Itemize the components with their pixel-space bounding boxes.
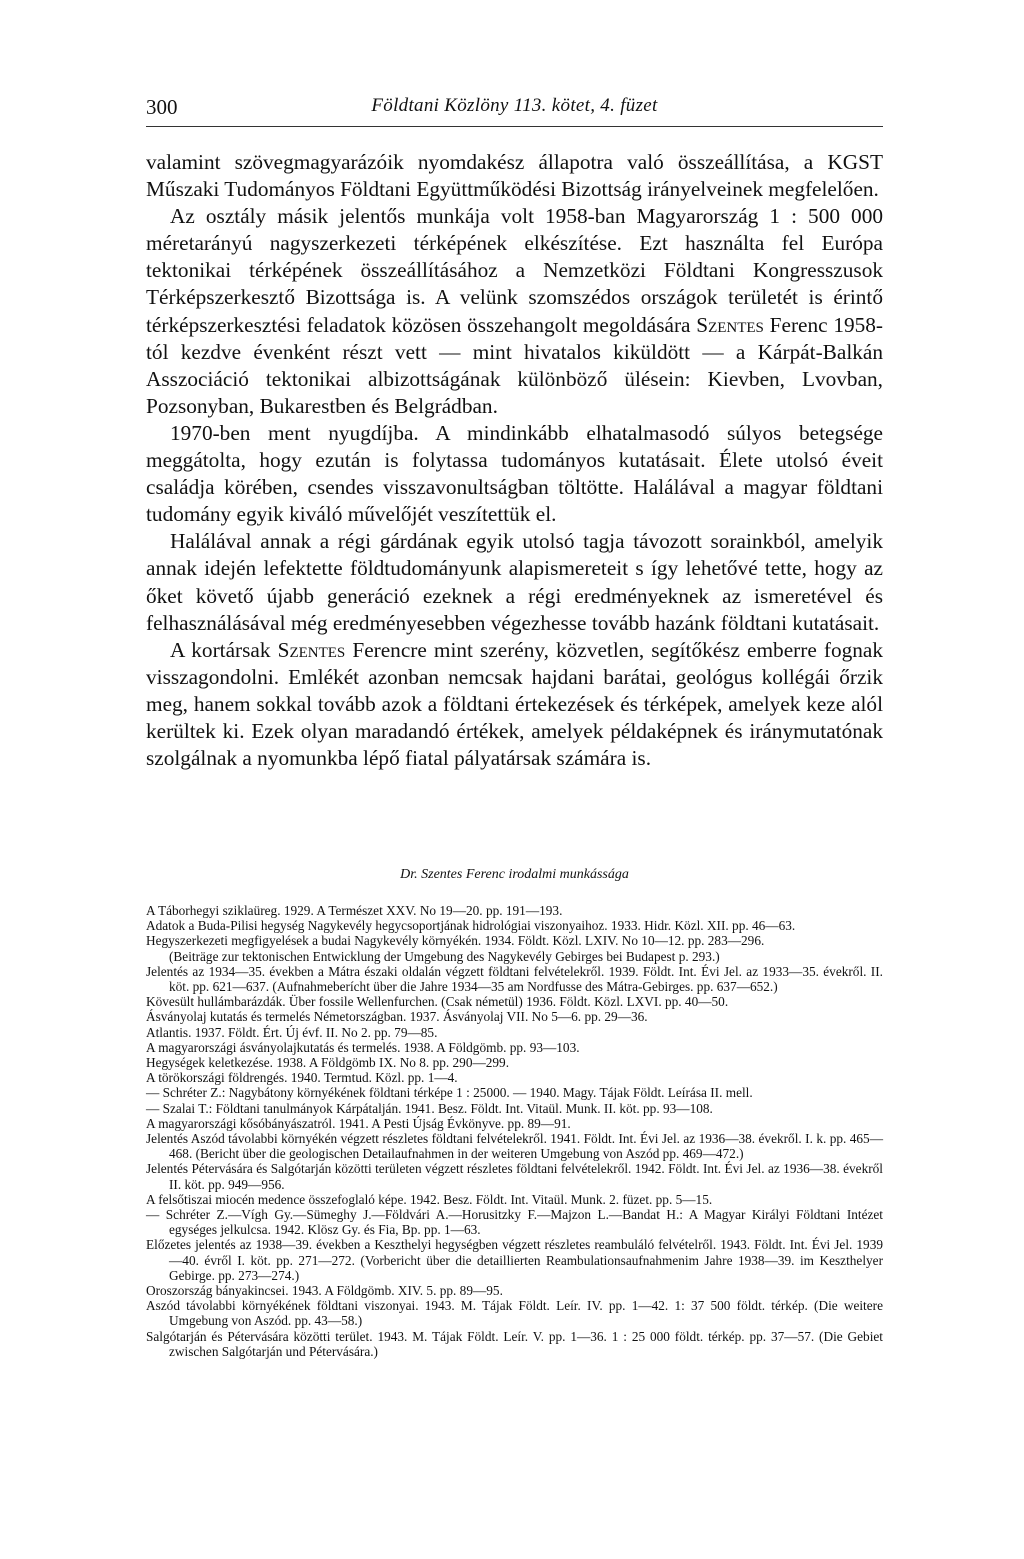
bibliography-entry: A törökországi földrengés. 1940. Termtud. Közl. pp. 1—4. xyxy=(146,1070,458,1086)
author-name: Szentes xyxy=(277,637,346,662)
bibliography-entry: A felsőtiszai miocén medence összefoglaló képe. 1942. Besz. Földt. Int. Vitaül. Munk. 2. füzet. pp. 5—15. xyxy=(146,1191,713,1207)
paragraph: valamint szövegmagyarázóik nyomdakész állapotra való összeállítása, a KGST Műszaki Tudományos Földtani Együttműködési Bizottság irányelveinek megfelelően. xyxy=(146,150,883,202)
bibliography-title: Dr. Szentes Ferenc irodalmi munkássága xyxy=(400,867,629,882)
bibliography-entry: Jelentés Aszód távolabbi környékén végzett részletes földtani felvételekről. 1941. Földt. Int. Évi Jel. az 1936—38. évekről. I. k. pp. 465—468. (Bericht über die geologischen Detailaufnahmen in der weiteren Umgebung von Aszód pp. 469—472.) xyxy=(146,1131,883,1162)
bibliography-entry: Kövesült hullámbarázdák. Über fossile Wellenfurchen. (Csak németül) 1936. Földt. Közl. LXVI. pp. 40—50. xyxy=(146,994,729,1010)
bibliography-entry: Atlantis. 1937. Földt. Ért. Új évf. II. No 2. pp. 79—85. xyxy=(146,1024,438,1040)
bibliography-entry: Oroszország bányakincsei. 1943. A Földgömb. XIV. 5. pp. 89—95. xyxy=(146,1283,503,1299)
paragraph-text: A kortársak xyxy=(170,637,271,662)
body-text xyxy=(146,149,883,772)
running-head: Földtani Közlöny 113. kötet, 4. füzet xyxy=(371,95,658,116)
bibliography-list xyxy=(146,903,883,1359)
paragraph xyxy=(146,203,883,420)
paragraph-text: Ferencre mint szerény, közvetlen, segítőkész emberre fognak visszagondolni. Emlékét azonban nemcsak hajdani barátai, geológus kollégái őrzik meg, hanem sokkal tovább azok a földtani értekezések és térképek, amelyek keze alól kerültek ki. Ezek olyan maradandó értékek, amelyek példaképnek és iránymutatónak szolgálnak a nyomunkba lépő fiatal pályatársak számára is. xyxy=(146,637,883,771)
bibliography-entry: Előzetes jelentés az 1938—39. években a Keszthelyi hegységben végzett részletes reambuláló felvételről. 1943. Földt. Int. Évi Jel. 1939—40. évről I. köt. pp. 271—272. (Vorbericht über die detaillierten Reambulationsaufnahmenim Jahre 1938—39. im Keszthelyer Gebirge. pp. 273—274.) xyxy=(146,1237,883,1283)
bibliography-entry: Aszód távolabbi környékének földtani viszonyai. 1943. M. Tájak Földt. Leír. IV. pp. 1—42. 1: 37 500 földt. térkép. (Die weitere Umgebung von Aszód. pp. 43—58.) xyxy=(146,1298,883,1329)
header-rule xyxy=(146,126,883,127)
paragraph-text: Ferenc 1958-tól kezdve évenként részt vett — mint hivatalos kiküldött — a Kárpát-Balkán Asszociáció tektonikai albizottságának különböző ülésein: Kievben, Lvovban, Pozsonyban, Bukarestben és Belgrádban. xyxy=(146,312,884,418)
bibliography-entry: Ásványolaj kutatás és termelés Németországban. 1937. Ásványolaj VII. No 5—6. pp. 29—36. xyxy=(146,1009,648,1025)
bibliography-entry: — Szalai T.: Földtani tanulmányok Kárpátalján. 1941. Besz. Földt. Int. Vitaül. Munk. II. köt. pp. 93—108. xyxy=(146,1100,713,1116)
author-name: Szentes xyxy=(696,312,764,337)
bibliography-entry: Hegyszerkezeti megfigyelések a budai Nagykevély környékén. 1934. Földt. Közl. LXIV. No 10—12. pp. 283—296. xyxy=(146,933,765,949)
bibliography-entry: Jelentés az 1934—35. években a Mátra északi oldalán végzett földtani felvételekről. 1939. Földt. Int. Évi Jel. az 1933—35. évekről. II. köt. pp. 621—637. (Aufnahmeberícht über die Jahre 1934—35 am Nordfusse des Mátra-Gebirges. pp. 637—652.) xyxy=(146,963,883,995)
paragraph-text: Az osztály másik jelentős munkája volt 1958-ban Magyarország 1 : 500 000 méretarányú nagyszerkezeti térképének elkészítése. Ezt használta fel Európa tektonikai térképének összeállításához a Nemzetközi Földtani Kongresszusok Térképszerkesztő Bizottsága is. A velünk szomszédos országok területét is érintő térképszerkesztési feladatok közösen összehangolt megoldására xyxy=(146,204,883,337)
paragraph: 1970-ben ment nyugdíjba. A mindinkább elhatalmasodó súlyos betegsége meggátolta, hogy ezután is folytassa tudományos kutatásait. Élete utolsó éveit családja körében, csendes visszavonultságban töltötte. Halálával a magyar földtani tudomány egyik kiváló művelőjét veszítettük el. xyxy=(146,420,883,527)
bibliography-entry: Adatok a Buda-Pilisi hegység Nagykevély hegycsoportjának hidrológiai viszonyaihoz. 1933. Hidr. Közl. XII. pp. 46—63. xyxy=(146,918,796,934)
bibliography-entry: A magyarországi ásványolajkutatás és termelés. 1938. A Földgömb. pp. 93—103. xyxy=(146,1039,580,1055)
page-header xyxy=(146,95,883,125)
bibliography-entry: A magyarországi kősóbányászatról. 1941. A Pesti Újság Évkönyve. pp. 89—91. xyxy=(146,1115,571,1131)
bibliography-entry: A Táborhegyi sziklaüreg. 1929. A Természet XXV. No 19—20. pp. 191—193. xyxy=(146,903,563,918)
bibliography-entry: — Schréter Z.: Nagybátony környékének földtani térképe 1 : 25000. — 1940. Magy. Tájak Földt. Leírása II. mell. xyxy=(146,1085,753,1101)
paragraph xyxy=(146,637,883,772)
bibliography-entry: Jelentés Pétervására és Salgótarján közötti területen végzett részletes földtani felvételekről. 1942. Földt. Int. Évi Jel. az 1936—38. évekről II. köt. pp. 949—956. xyxy=(146,1161,883,1192)
bibliography-entry: — Schréter Z.—Vígh Gy.—Sümeghy J.—Földvári A.—Horusitzky F.—Majzon L.—Bandat H.: A Magyar Királyi Földtani Intézet egységes jelkulcsa. 1942. Klösz Gy. és Fia, Bp. pp. 1—63. xyxy=(146,1207,883,1238)
bibliography-entry: Salgótarján és Pétervására közötti terület. 1943. M. Tájak Földt. Leír. V. pp. 1—36. 1 : 25 000 földt. térkép. pp. 37—57. (Die Gebiet zwischen Salgótarján und Pétervására.) xyxy=(146,1328,883,1359)
bibliography-entry: (Beiträge zur tektonischen Entwicklung der Umgebung des Nagykevély Gebirges bei Budapest p. 293.) xyxy=(169,948,720,964)
bibliography-entry: Hegységek keletkezése. 1938. A Földgömb IX. No 8. pp. 290—299. xyxy=(146,1055,510,1071)
page-number: 300 xyxy=(146,95,178,119)
paragraph: Halálával annak a régi gárdának egyik utolsó tagja távozott sorainkból, amelyik annak idején lefektette földtudományunk alapismereteit s így lehetővé tette, hogy az őket követő újabb generáció ezeknek a régi eredményeknek az ismeretével és felhasználásával még eredményesebben végezhesse tovább hazánk földtani kutatásait. xyxy=(146,529,883,635)
